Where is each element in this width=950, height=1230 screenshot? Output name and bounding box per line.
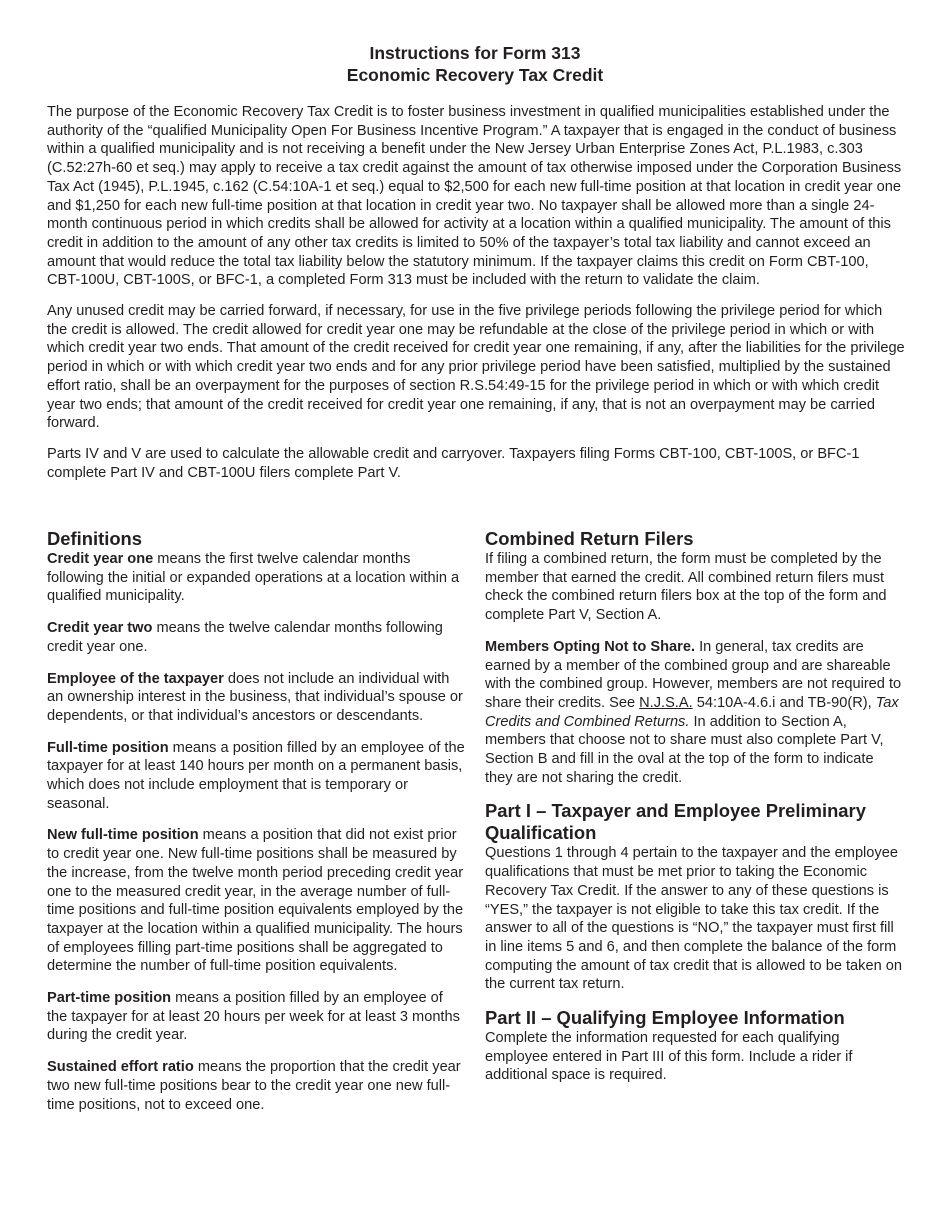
publication-title: Tax Credits and Combined Returns.: [485, 694, 899, 730]
title-line-2: Economic Recovery Tax Credit: [346, 65, 604, 85]
definition-text: means the first twelve calendar months following the initial or expanded operations at a location within a qualified municipality.: [47, 551, 460, 605]
definition-text: means the proportion that the credit year two new full-time positions bear to the credit year one new full-time positions, not to exceed one.: [47, 1059, 461, 1113]
definition-item: [47, 1058, 467, 1114]
combined-return-heading: Combined Return Filers: [485, 528, 694, 549]
intro-paragraph-1: The purpose of the Economic Recovery Tax Credit is to foster business investment in qualified municipalities established under the authority of the “qualified Municipality Open For Business Incentive Program.” A taxpayer that is engaged in the conduct of business within a qualified municipality and is not receiving a benefit under the New Jersey Urban Enterprise Zones Act, P.L.1983, c.303 (C.52:27h-60 et seq.) may apply to receive a tax credit against the amount of tax otherwise imposed under the Corporation Business Tax Act (1945), P.L.1945, c.162 (C.54:10A-1 et seq.) equal to $2,500 for each new full-time position at that location in credit year one and $1,250 for each new full-time position at that location in credit year two. No taxpayer shall be allowed more than a single 24-month continuous period in which credits shall be allowed for activity at a location within a qualified municipality. The amount of this credit in addition to the amount of any other tax credits is limited to 50% of the taxpayer’s total tax liability and cannot exceed an amount that would reduce the total tax liability below the statutory minimum. If the taxpayer claims this credit on Form CBT-100, CBT-100U, CBT-100S, or BFC-1, a completed Form 313 must be included with the return to validate the claim.: [47, 104, 902, 289]
members-opting-paragraph: [485, 638, 905, 788]
definition-text: means a position filled by an employee of the taxpayer for at least 140 hours per month on a permanent basis, which does not include employment that is temporary or seasonal.: [47, 739, 465, 812]
intro-paragraph-2: Any unused credit may be carried forward, if necessary, for use in the five privilege periods following the privilege period for which the credit is allowed. The credit allowed for credit year one may be refundable at the close of the privilege period in which or with which credit year two ends. That amount of the credit received for credit year one remaining, if any, after the liabilities for the privilege period in which or with which credit year two ends and for any prior privilege period have been satisfied, multiplied by the sustained effort ratio, shall be an overpayment for the purposes of section R.S.54:49-15 for the privilege period in which or with which credit year two ends; that amount of the credit received for credit year one remaining, if any, that is not an overpayment may be carried forward.: [47, 303, 905, 432]
definition-term: Credit year one: [47, 551, 154, 567]
definition-text: does not include an individual with an ownership interest in the business, that individual’s spouse or dependents, or that individual’s ancestors or descendants.: [47, 670, 463, 724]
definition-term: Sustained effort ratio: [47, 1059, 194, 1076]
njsa-reference: N.J.S.A.: [639, 694, 693, 711]
part-2-paragraph: Complete the information requested for each qualifying employee entered in Part III of this form. Include a rider if additional space is required.: [485, 1030, 853, 1084]
definition-item: [47, 550, 467, 606]
combined-return-paragraph: If filing a combined return, the form must be completed by the member that earned the credit. All combined return filers must check the combined return filers box at the top of the form and complete Part V, Section A.: [485, 551, 887, 624]
definition-item: [47, 619, 467, 656]
part-1-heading: Part I – Taxpayer and Employee Preliminary Qualification: [485, 800, 866, 844]
instructions-column: [485, 528, 905, 1098]
members-opting-term: Members Opting Not to Share.: [485, 638, 696, 655]
intro-paragraph-3: Parts IV and V are used to calculate the allowable credit and carryover. Taxpayers filing Forms CBT-100, CBT-100S, or BFC-1 complete Part IV and CBT-100U filers complete Part V.: [47, 445, 860, 481]
part-2-heading: Part II – Qualifying Employee Information: [485, 1007, 845, 1029]
definition-text: means a position filled by an employee of the taxpayer for at least 20 hours per week for at least 3 months during the credit year.: [47, 990, 460, 1044]
definitions-column: [47, 528, 467, 1127]
title-line-1: Instructions for Form 313: [369, 43, 581, 63]
definition-item: [47, 670, 467, 726]
definition-text: means a position that did not exist prior to credit year one. New full-time positions shall be measured by the increase, from the twelve month period preceding credit year one to the measured credit year, in the average number of full-time positions and full-time position equivalents employed by the taxpayer at the location within a qualified municipality. The hours of employees filling part-time positions shall be aggregated to determine the number of full-time position equivalents.: [47, 827, 464, 975]
members-opting-text-c: In addition to Section A, members that choose not to share must also complete Part V, Section B and fill in the oval at the top of the form to indicate they are not sharing the credit.: [485, 713, 884, 786]
definition-term: Credit year two: [47, 620, 153, 637]
definition-term: Part-time position: [47, 990, 172, 1007]
definition-term: Full-time position: [47, 739, 169, 756]
document-title: [0, 42, 950, 86]
definition-item: [47, 739, 467, 814]
definition-text: means the twelve calendar months following credit year one.: [47, 620, 443, 655]
members-opting-text-b: 54:10A-4.6.i and TB-90(R),: [692, 694, 876, 711]
members-opting-text-a: In general, tax credits are earned by a member of the combined group and are shareable with the combined group. However, members are not required to share their credits. See: [485, 638, 902, 711]
definition-term: Employee of the taxpayer: [47, 670, 224, 687]
definitions-heading: Definitions: [47, 528, 143, 549]
definition-item: [47, 989, 467, 1045]
definition-item: [47, 826, 467, 976]
intro-section: [47, 103, 905, 494]
definition-term: New full-time position: [47, 827, 199, 844]
part-1-paragraph: Questions 1 through 4 pertain to the taxpayer and the employee qualifications that must be met prior to taking the Economic Recovery Tax Credit. If the answer to any of these questions is “YES,” the taxpayer is not eligible to take this tax credit. If the answer to all of the questions is “NO,” the taxpayer must first fill in line items 5 and 6, and then complete the balance of the form computing the amount of tax credit that is allowed to be taken on the current tax return.: [485, 845, 902, 993]
